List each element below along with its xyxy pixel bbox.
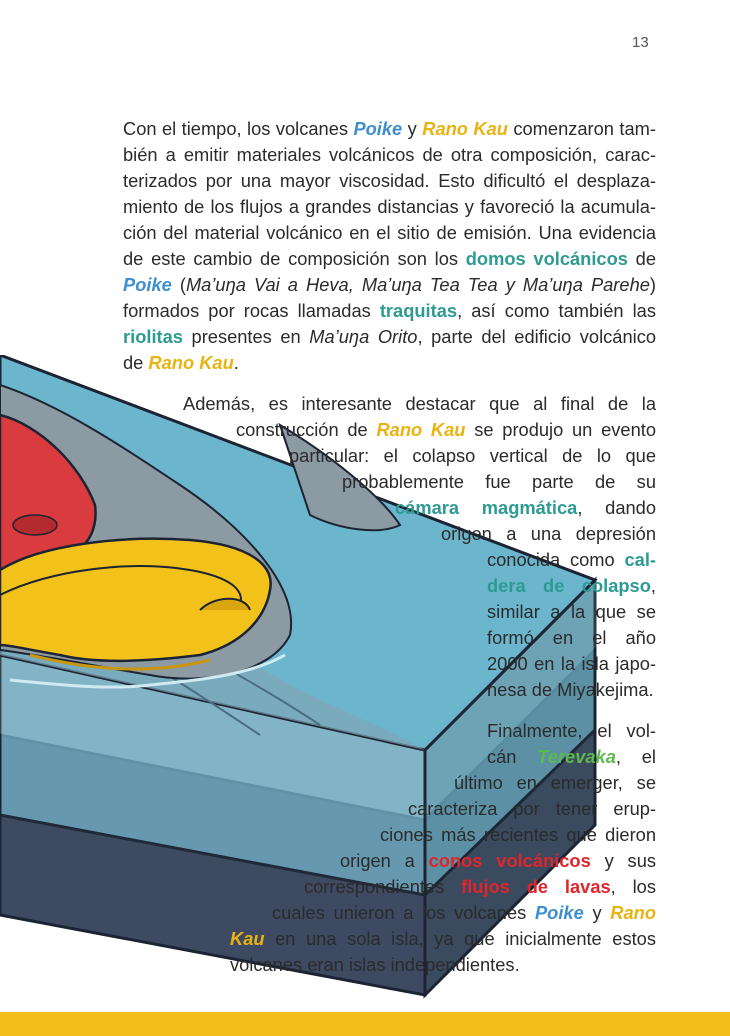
- term-rano-kau: Rano Kau: [148, 352, 234, 373]
- p1-line-7: Poike (Ma’uŋa Vai a Heva, Ma’uŋa Tea Tea y Ma’uŋa Parehe): [123, 274, 656, 295]
- term-camara-magmatica: cámara magmática: [395, 497, 578, 518]
- p3-line-6: origen a conos volcánicos y sus: [340, 850, 656, 871]
- p1-line-4: miento de los flujos a grandes distancias y favoreció la acumula-: [123, 196, 656, 217]
- p3-line-7: correspondientes flujos de lavas, los: [304, 876, 656, 897]
- p2-line-8: dera de colapso,: [487, 575, 656, 596]
- p1-line-8: formados por rocas llamadas traquitas, así como también las: [123, 300, 656, 321]
- p2-line-3: particular: el colapso vertical de lo que: [289, 445, 656, 466]
- page-number: 13: [632, 34, 649, 51]
- p2-line-2: construcción de Rano Kau se produjo un evento: [236, 419, 656, 440]
- p2-line-10: formó en el año: [487, 627, 656, 648]
- p1-line-10: de Rano Kau.: [123, 352, 239, 373]
- p1-line-6: de este cambio de composición son los domos volcánicos de: [123, 248, 656, 269]
- term-poike: Poike: [123, 274, 172, 295]
- p1-line-2: bién a emitir materiales volcánicos de otra composición, carac-: [123, 144, 656, 165]
- p2-line-9: similar a la que se: [487, 601, 656, 622]
- term-caldera-de-colapso: dera de colapso: [487, 575, 651, 596]
- term-caldera-part1: cal-: [624, 549, 656, 570]
- p3-line-9: Kau en una sola isla, ya que inicialmente estos: [230, 928, 656, 949]
- bottom-accent-band: [0, 1012, 730, 1036]
- term-riolitas: riolitas: [123, 326, 183, 347]
- p1-line-5: ción del material volcánico en el sitio de emisión. Una evidencia: [123, 222, 656, 243]
- p1-line-3: terizados por una mayor viscosidad. Esto dificultó el desplaza-: [123, 170, 656, 191]
- term-flujos-de-lavas: flujos de lavas: [461, 876, 611, 897]
- term-terevaka: Terevaka: [537, 746, 616, 767]
- term-rano-kau-cont: Kau: [230, 928, 265, 949]
- term-traquitas: traquitas: [379, 300, 458, 321]
- term-poike: Poike: [353, 118, 403, 139]
- p3-line-4: caracteriza por tener erup-: [408, 798, 656, 819]
- p3-line-10: volcanes eran islas independientes.: [230, 954, 520, 975]
- term-conos-volcanicos: conos volcánicos: [428, 850, 591, 871]
- p2-line-1: Además, es interesante destacar que al final de la: [183, 393, 656, 414]
- p3-line-5: ciones más recientes que dieron: [380, 824, 656, 845]
- p1-line-9: riolitas presentes en Ma’uŋa Orito, parte del edificio volcánico: [123, 326, 657, 347]
- p2-line-7: conocida como cal-: [487, 549, 656, 570]
- p1-line-1: Con el tiempo, los volcanes Poike y Rano Kau comenzaron tam-: [123, 118, 656, 139]
- term-rano-kau: Rano Kau: [376, 419, 466, 440]
- p2-line-12: nesa de Miyakejima.: [487, 679, 654, 700]
- p3-line-1: Finalmente, el vol-: [487, 720, 656, 741]
- term-domos-volcanicos: domos volcánicos: [465, 248, 628, 269]
- p2-line-5: cámara magmática, dando: [395, 497, 656, 518]
- term-rano-kau: Rano Kau: [422, 118, 508, 139]
- p3-line-3: último en emerger, se: [454, 772, 656, 793]
- p3-line-8: cuales unieron a los volcanes Poike y Rano: [272, 902, 656, 923]
- p2-line-11: 2000 en la isla japo-: [487, 653, 656, 674]
- p3-line-2: cán Terevaka, el: [487, 746, 656, 767]
- term-poike: Poike: [534, 902, 584, 923]
- term-rano-kau: Rano: [610, 902, 656, 923]
- p2-line-6: origen a una depresión: [441, 523, 656, 544]
- term-mauna-orito: Ma’uŋa Orito: [309, 326, 418, 347]
- domes-names: Ma’uŋa Vai a Heva, Ma’uŋa Tea Tea y Ma’uŋa Parehe: [185, 274, 650, 295]
- p2-line-4: probablemente fue parte de su: [342, 471, 656, 492]
